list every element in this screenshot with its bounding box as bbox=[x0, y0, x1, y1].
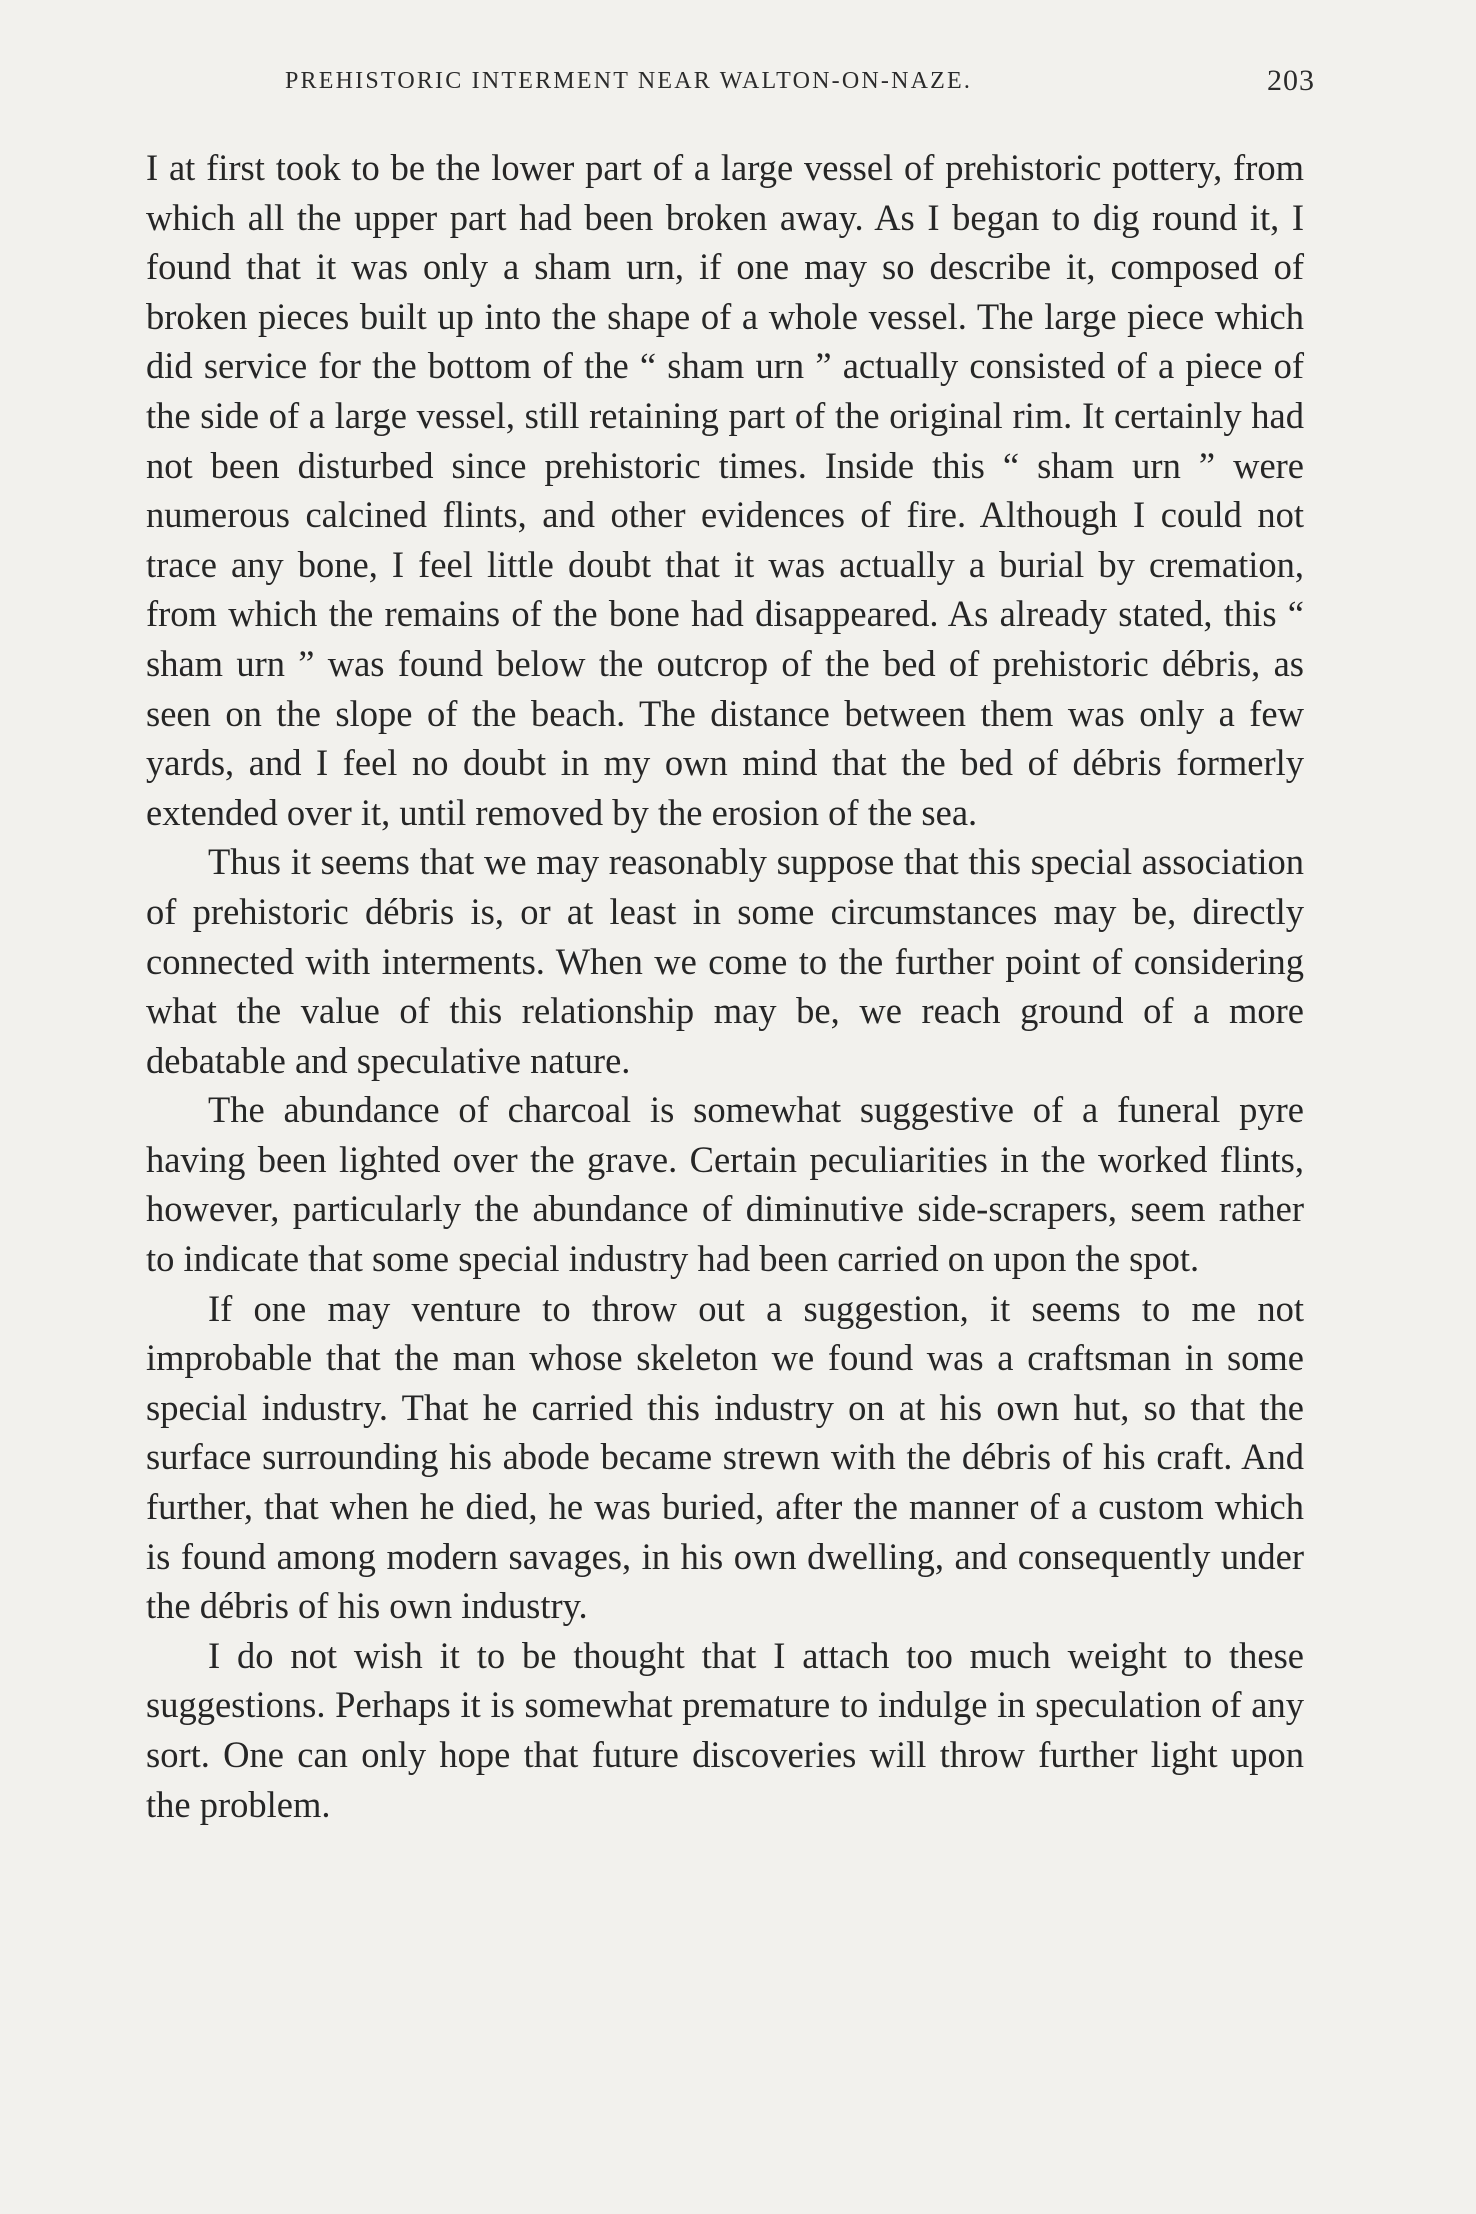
page-number: 203 bbox=[1267, 64, 1315, 97]
paragraph-continued: I at first took to be the lower part of a large vessel of prehistoric pottery, from which all the upper part had been broken away. As I began to dig round it, I found that it was only a sham urn, if one may so describe it, composed of broken pieces built up into the shape of a whole vessel. The large piece which did service for the bottom of the “ sham urn ” actually consisted of a piece of the side of a large vessel, still retaining part of the original rim. It certainly had not been disturbed since prehistoric times. Inside this “ sham urn ” were numerous calcined flints, and other evidences of fire. Although I could not trace any bone, I feel little doubt that it was actually a burial by cremation, from which the remains of the bone had disappeared. As already stated, this “ sham urn ” was found below the outcrop of the bed of prehistoric débris, as seen on the slope of the beach. The distance between them was only a few yards, and I feel no doubt in my own mind that the bed of débris formerly extended over it, until removed by the erosion of the sea. bbox=[146, 147, 1304, 833]
body-text bbox=[146, 143, 1304, 1829]
paragraph: The abundance of charcoal is somewhat suggestive of a funeral pyre having been lighted over the grave. Certain peculiarities in the worked flints, however, particularly the abundance of diminutive side-scrapers, seem rather to indicate that some special industry had been carried on upon the spot. bbox=[146, 1089, 1304, 1280]
paragraph: I do not wish it to be thought that I attach too much weight to these suggestions. Perhaps it is somewhat premature to indulge in speculation of any sort. One can only hope that future discoveries will throw further light upon the problem. bbox=[146, 1634, 1304, 1825]
paragraph: If one may venture to throw out a suggestion, it seems to me not improbable that the man whose skeleton we found was a craftsman in some special industry. That he carried this industry on at his own hut, so that the surface surrounding his abode became strewn with the débris of his craft. And further, that when he died, he was buried, after the manner of a custom which is found among modern savages, in his own dwelling, and consequently under the débris of his own industry. bbox=[146, 1287, 1304, 1627]
running-title: PREHISTORIC INTERMENT NEAR WALTON-ON-NAZE. bbox=[285, 68, 973, 94]
paragraph: Thus it seems that we may reasonably suppose that this special association of prehistoric débris is, or at least in some circumstances may be, directly connected with interments. When we come to the further point of considering what the value of this relationship may be, we reach ground of a more debatable and speculative nature. bbox=[146, 841, 1304, 1081]
